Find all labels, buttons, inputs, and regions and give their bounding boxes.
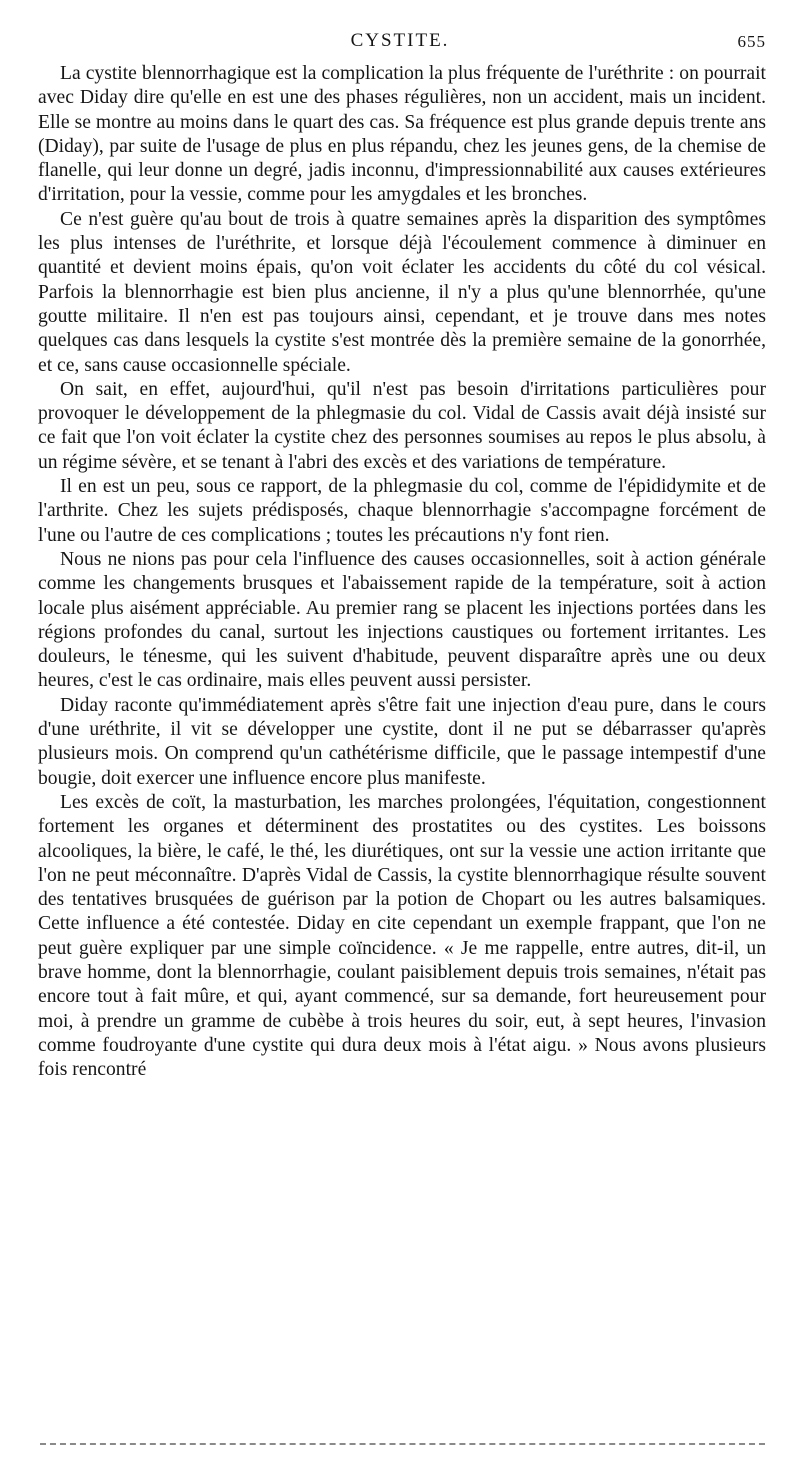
paragraph-5: Nous ne nions pas pour cela l'influence des causes occasionnelles, soit à action générale comme les changements brusques et l'abaissement rapide de la température, soit à action locale plus aisément appréciable. Au premier rang se placent les injections portées dans les régions profondes du canal, surtout les injections caustiques ou fortement irritantes. Les douleurs, le ténesme, qui les suivent d'habitude, peuvent disparaître après une ou deux heures, c'est le cas ordinaire, mais elles peuvent aussi persister. xyxy=(38,548,766,692)
paragraph-7: Les excès de coït, la masturbation, les marches prolongées, l'équitation, congestionnent fortement les organes et déterminent des prostatites ou des cystites. Les boissons alcooliques, la bière, le café, le thé, les diurétiques, ont sur la vessie une action irritante que l'on ne peut méconnaître. D'après Vidal de Cassis, la cystite blennorrhagique résulte souvent des tentatives brusquées de guérison par la potion de Chopart ou les autres balsamiques. Cette influence a été contestée. Diday en cite cependant un exemple frappant, que l'on ne peut guère expliquer par une simple coïncidence. « Je me rappelle, entre autres, dit-il, un brave homme, dont la blennorrhagie, coulant paisiblement depuis trois semaines, n'était pas encore tout à fait mûre, et qui, ayant commencé, sur sa demande, fort heureusement pour moi, à prendre un gramme de cubèbe à trois heures du soir, eut, à sept heures, l'invasion comme foudroyante d'une cystite qui dura deux mois à l'état aigu. » Nous avons plusieurs fois rencontré xyxy=(38,791,766,1081)
paragraph-3: On sait, en effet, aujourd'hui, qu'il n'est pas besoin d'irritations particulières pour provoquer le développement de la phlegmasie du col. Vidal de Cassis avait déjà insisté sur ce fait que l'on voit éclater la cystite chez des personnes soumises au repos le plus absolu, à un régime sévère, et se tenant à l'abri des excès et des variations de température. xyxy=(38,378,766,473)
paragraph-6: Diday raconte qu'immédiatement après s'être fait une injection d'eau pure, dans le cours d'une uréthrite, il vit se développer une cystite, dont il ne put se débarrasser qu'après plusieurs mois. On comprend qu'un cathétérisme difficile, que le passage intempestif d'une bougie, doit exercer une influence encore plus manifeste. xyxy=(38,694,766,789)
paragraph-1: La cystite blennorrhagique est la complication la plus fréquente de l'uréthrite : on pourrait avec Diday dire qu'elle en est une des phases régulières, non un accident, mais un incident. Elle se montre au moins dans le quart des cas. Sa fréquence est plus grande depuis trente ans (Diday), par suite de l'usage de plus en plus répandu, chez les jeunes gens, de la chemise de flanelle, qui leur donne un degré, jadis inconnu, d'impressionnabilité aux causes extérieures d'irritation, pour la vessie, comme pour les amygdales et les bronches. xyxy=(38,63,766,206)
paragraph-4: Il en est un peu, sous ce rapport, de la phlegmasie du col, comme de l'épididymite et de l'arthrite. Chez les sujets prédisposés, chaque blennorrhagie s'accompagne forcément de l'une ou l'autre de ces complications ; toutes les précautions n'y font rien. xyxy=(38,476,766,546)
footer-rule xyxy=(40,1443,765,1445)
paragraph-2: Ce n'est guère qu'au bout de trois à quatre semaines après la disparition des symptômes les plus intenses de l'uréthrite, et lorsque déjà l'écoulement commence à diminuer en quantité et devient moins épais, qu'on voit éclater les accidents du côté du col vésical. Parfois la blennorrhagie est bien plus ancienne, il n'y a plus qu'une blennorrhée, qu'une goutte militaire. Il n'en est pas toujours ainsi, cependant, et je trouve dans mes notes quelques cas dans lesquels la cystite s'est montrée dès la première semaine de la gonorrhée, et ce, sans cause occasionnelle spéciale. xyxy=(38,208,766,376)
body-text xyxy=(38,62,766,1082)
running-title: CYSTITE. xyxy=(350,30,450,51)
page-number: 655 xyxy=(737,32,766,51)
running-head xyxy=(0,22,800,52)
